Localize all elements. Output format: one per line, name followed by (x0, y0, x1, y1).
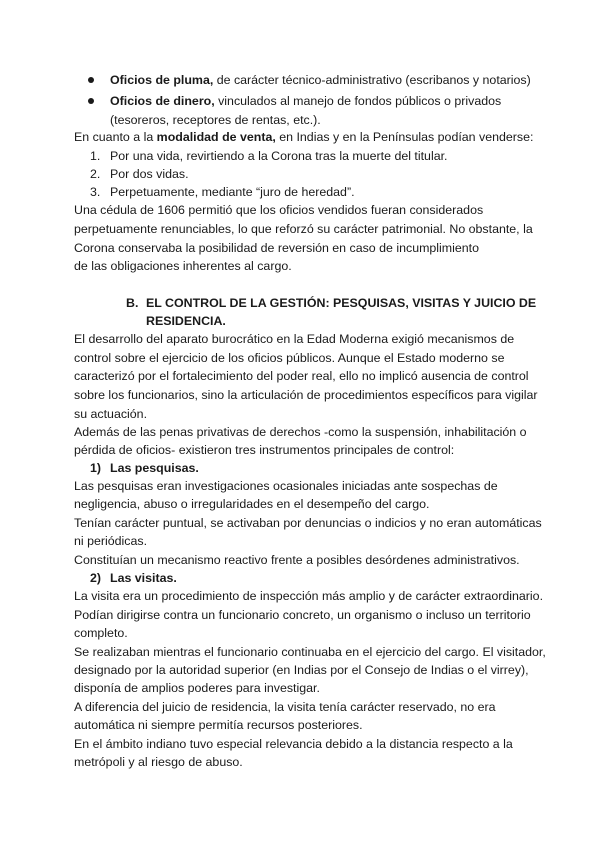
paragraph-line: ni periódicas. (74, 534, 148, 548)
paragraph-line: Una cédula de 1606 permitió que los oficios vendidos fueran considerados (74, 203, 484, 217)
bullet-item (110, 92, 501, 110)
list-number: 2. (90, 167, 101, 181)
paragraph-line: disponía de amplios poderes para investigar. (74, 681, 320, 695)
paragraph-line: de las obligaciones inherentes al cargo. (74, 259, 292, 273)
bold-text: modalidad de venta, (156, 130, 276, 144)
paragraph-line: metrópoli y al riesgo de abuso. (74, 755, 243, 769)
paragraph-line: El desarrollo del aparato burocrático en la Edad Moderna exigió mecanismos de (74, 332, 515, 346)
paragraph-line: Podían dirigirse contra un funcionario concreto, un organismo o incluso un territorio (74, 608, 531, 622)
paragraph-line: su actuación. (74, 407, 148, 421)
paragraph-line: Las pesquisas eran investigaciones ocasionales iniciadas ante sospechas de (74, 479, 498, 493)
paragraph-line: En el ámbito indiano tuvo especial relevancia debido a la distancia respecto a la (74, 737, 513, 751)
paragraph-line: pérdida de oficios- existieron tres instrumentos principales de control: (74, 443, 455, 457)
subsection-title: Las pesquisas. (110, 461, 199, 475)
paragraph-line: completo. (74, 626, 128, 640)
bullet-icon (88, 98, 94, 104)
list-number: 3. (90, 185, 101, 199)
paragraph-line: negligencia, abuso o irregularidades en el desempeño del cargo. (74, 497, 430, 511)
list-item: Por una vida, revirtiendo a la Corona tras la muerte del titular. (110, 149, 448, 163)
list-number: 1. (90, 149, 101, 163)
paragraph-line: Tenían carácter puntual, se activaban por denuncias o indicios y no eran automáticas (74, 516, 542, 530)
paragraph-line: Además de las penas privativas de derechos -como la suspensión, inhabilitación o (74, 425, 527, 439)
list-item: Por dos vidas. (110, 167, 189, 181)
list-item: Perpetuamente, mediante “juro de heredad”. (110, 185, 355, 199)
bullet-continuation: (tesoreros, receptores de rentas, etc.). (110, 113, 321, 127)
paragraph-line: Corona conservaba la posibilidad de reversión en caso de incumplimiento (74, 241, 479, 255)
paragraph-line: perpetuamente renunciables, lo que reforzó su carácter patrimonial. No obstante, la (74, 222, 533, 236)
subsection-title: Las visitas. (110, 571, 177, 585)
bullet-lead: Oficios de dinero, (110, 94, 215, 108)
paragraph-line: Constituían un mecanismo reactivo frente a posibles desórdenes administrativos. (74, 553, 520, 567)
subsection-number: 1) (90, 461, 102, 475)
section-letter: B. (126, 296, 139, 310)
bullet-item (110, 71, 531, 89)
bullet-text: vinculados al manejo de fondos públicos o privados (214, 94, 502, 108)
paragraph-line: designado por la autoridad superior (en Indias por el Consejo de Indias o el virrey), (74, 663, 529, 677)
bullet-icon (88, 77, 94, 83)
subsection-number: 2) (90, 571, 102, 585)
paragraph-line: Se realizaban mientras el funcionario continuaba en el ejercicio del cargo. El visitador, (74, 645, 546, 659)
paragraph-line (74, 128, 533, 146)
paragraph-line: La visita era un procedimiento de inspección más amplio y de carácter extraordinario. (74, 589, 544, 603)
section-title: EL CONTROL DE LA GESTIÓN: PESQUISAS, VISITAS Y JUICIO DE (146, 296, 537, 310)
bullet-text: de carácter técnico-administrativo (escribanos y notarios) (213, 73, 531, 87)
paragraph-line: sobre los funcionarios, sino la articulación de procedimientos específicos para vigilar (74, 388, 538, 402)
text-span: en Indias y en la Penínsulas podían venderse: (275, 130, 534, 144)
section-title-continuation: RESIDENCIA. (146, 314, 226, 328)
paragraph-line: A diferencia del juicio de residencia, la visita tenía carácter reservado, no era (74, 700, 496, 714)
paragraph-line: control sobre el ejercicio de los oficios públicos. Aunque el Estado moderno se (74, 351, 505, 365)
paragraph-line: automática ni siempre permitía recursos posteriores. (74, 718, 363, 732)
bullet-lead: Oficios de pluma, (110, 73, 214, 87)
paragraph-line: caracterizó por el fortalecimiento del poder real, ello no implicó ausencia de control (74, 369, 529, 383)
text-span: En cuanto a la (74, 130, 157, 144)
